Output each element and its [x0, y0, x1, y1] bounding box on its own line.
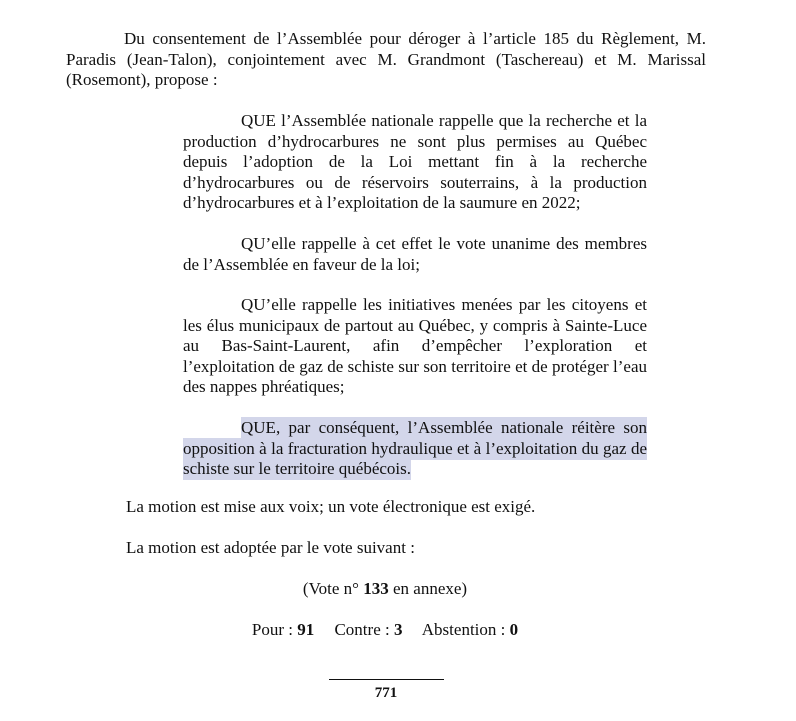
pour-value: 91 [297, 620, 315, 639]
page-number: 771 [374, 685, 398, 701]
abstention-label: Abstention : [421, 620, 506, 639]
vote-reference-prefix: (Vote n° [302, 579, 359, 598]
contre-label: Contre : [334, 620, 390, 639]
motion-paragraph-4-container [183, 418, 647, 480]
motion-paragraph-3: QU’elle rappelle les initiatives menées par les citoyens et les élus municipaux de partout au Québec, y compris à Sainte-Luce au Bas-Saint-Laurent, afin d’empêcher l’exploration et l’exploitation de gaz de schiste sur son territoire et de protéger l’eau des nappes phréatiques; [183, 295, 647, 396]
vote-number: 133 [363, 579, 389, 598]
intro-paragraph: Du consentement de l’Assemblée pour déroger à l’article 185 du Règlement, M. Paradis (Jean-Talon), conjointement avec M. Grandmont (Taschereau) et M. Marissal (Rosemont), propose : [66, 29, 706, 89]
abstention-value: 0 [509, 620, 519, 639]
motion-adopted-line: La motion est adoptée par le vote suivant : [126, 538, 415, 557]
contre-value: 3 [393, 620, 403, 639]
vote-tally [0, 620, 770, 640]
motion-paragraph-1: QUE l’Assemblée nationale rappelle que la recherche et la production d’hydrocarbures ne sont plus permises au Québec depuis l’adoption de la Loi mettant fin à la recherche d’hydrocarbures ou de réservoirs souterrains, à la production d’hydrocarbures et à l’exploitation de la saumure en 2022; [183, 111, 647, 212]
vote-reference [0, 579, 770, 599]
footer-divider [329, 679, 444, 680]
vote-reference-suffix: en annexe) [392, 579, 468, 598]
motion-paragraph-2: QU’elle rappelle à cet effet le vote unanime des membres de l’Assemblée en faveur de la loi; [183, 234, 647, 274]
motion-paragraph-4-highlighted[interactable]: QUE, par conséquent, l’Assemblée nationale réitère son opposition à la fracturation hydraulique et à l’exploitation du gaz de schiste sur le territoire québécois. [183, 418, 647, 478]
vote-required-line: La motion est mise aux voix; un vote électronique est exigé. [126, 497, 536, 516]
pour-label: Pour : [251, 620, 293, 639]
